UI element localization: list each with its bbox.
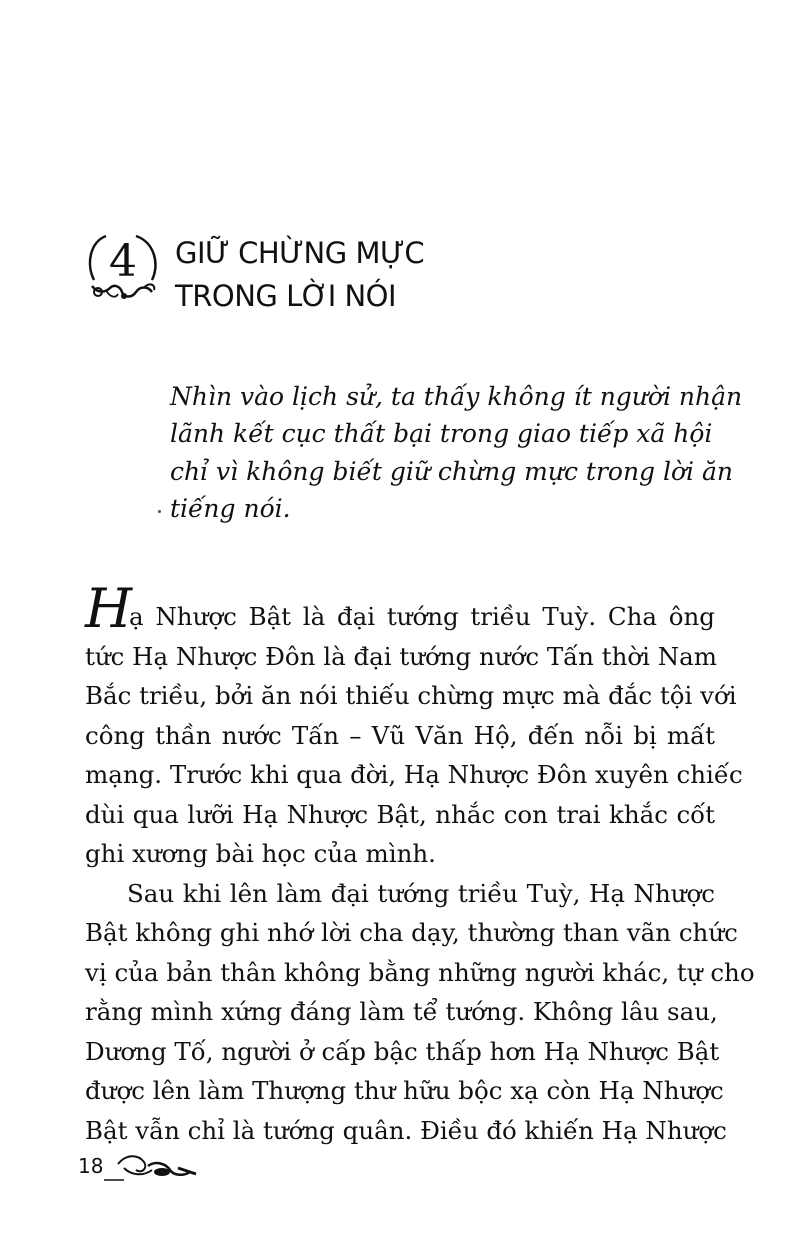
epigraph-line: Nhìn vào lịch sử, ta thấy không ít người nhận bbox=[170, 382, 743, 411]
margin-mark bbox=[158, 510, 161, 513]
epigraph-line: tiếng nói. bbox=[170, 493, 291, 523]
paragraph-line: được lên làm Thượng thư hữu bộc xạ còn Hạ Nhược bbox=[85, 1076, 724, 1105]
epigraph-line: chỉ vì không biết giữ chừng mực trong lời ăn bbox=[170, 456, 733, 486]
paragraph-line: vị của bản thân không bằng những người khác, tự cho bbox=[85, 957, 755, 987]
paragraph-line: mạng. Trước khi qua đời, Hạ Nhược Đôn xuyên chiếc bbox=[85, 760, 743, 789]
chapter-title-line: GIỮ CHỪNG MỰC bbox=[175, 236, 425, 270]
paragraph-line: Bật vẫn chỉ là tướng quân. Điều đó khiến Hạ Nhược bbox=[85, 1115, 727, 1145]
paragraph-line: tức Hạ Nhược Đôn là đại tướng nước Tấn thời Nam bbox=[85, 641, 718, 671]
chapter-number: 4 bbox=[109, 236, 137, 287]
paragraph-line: Bắc triều, bởi ăn nói thiếu chừng mực mà đắc tội với bbox=[85, 681, 737, 710]
body-text bbox=[85, 577, 755, 1150]
paragraph-line: ạ Nhược Bật là đại tướng triều Tuỳ. Cha ông bbox=[129, 602, 715, 631]
chapter-badge bbox=[84, 228, 164, 318]
page-number: 18 bbox=[78, 1154, 104, 1178]
chapter-title-line: TRONG LỜI NÓI bbox=[175, 279, 397, 313]
paragraph-line: công thần nước Tấn – Vũ Văn Hộ, đến nỗi bị mất bbox=[85, 720, 715, 750]
drop-cap: H bbox=[85, 577, 133, 640]
epigraph-line: lãnh kết cục thất bại trong giao tiếp xã hội bbox=[170, 419, 713, 449]
paragraph-line: Dương Tố, người ở cấp bậc thấp hơn Hạ Nhược Bật bbox=[85, 1036, 720, 1066]
paragraph-line: rằng mình xứng đáng làm tể tướng. Không lâu sau, bbox=[85, 997, 718, 1026]
paragraph-line: Bật không ghi nhớ lời cha dạy, thường than vãn chức bbox=[85, 918, 738, 947]
paragraph-line: ghi xương bài học của mình. bbox=[85, 839, 436, 868]
epigraph bbox=[170, 378, 743, 527]
paragraph-line: Sau khi lên làm đại tướng triều Tuỳ, Hạ Nhược bbox=[127, 878, 715, 908]
chapter-title bbox=[175, 232, 424, 318]
paragraph-line: dùi qua lưỡi Hạ Nhược Bật, nhắc con trai khắc cốt bbox=[85, 799, 715, 829]
footer-ornament-icon bbox=[104, 1150, 204, 1186]
